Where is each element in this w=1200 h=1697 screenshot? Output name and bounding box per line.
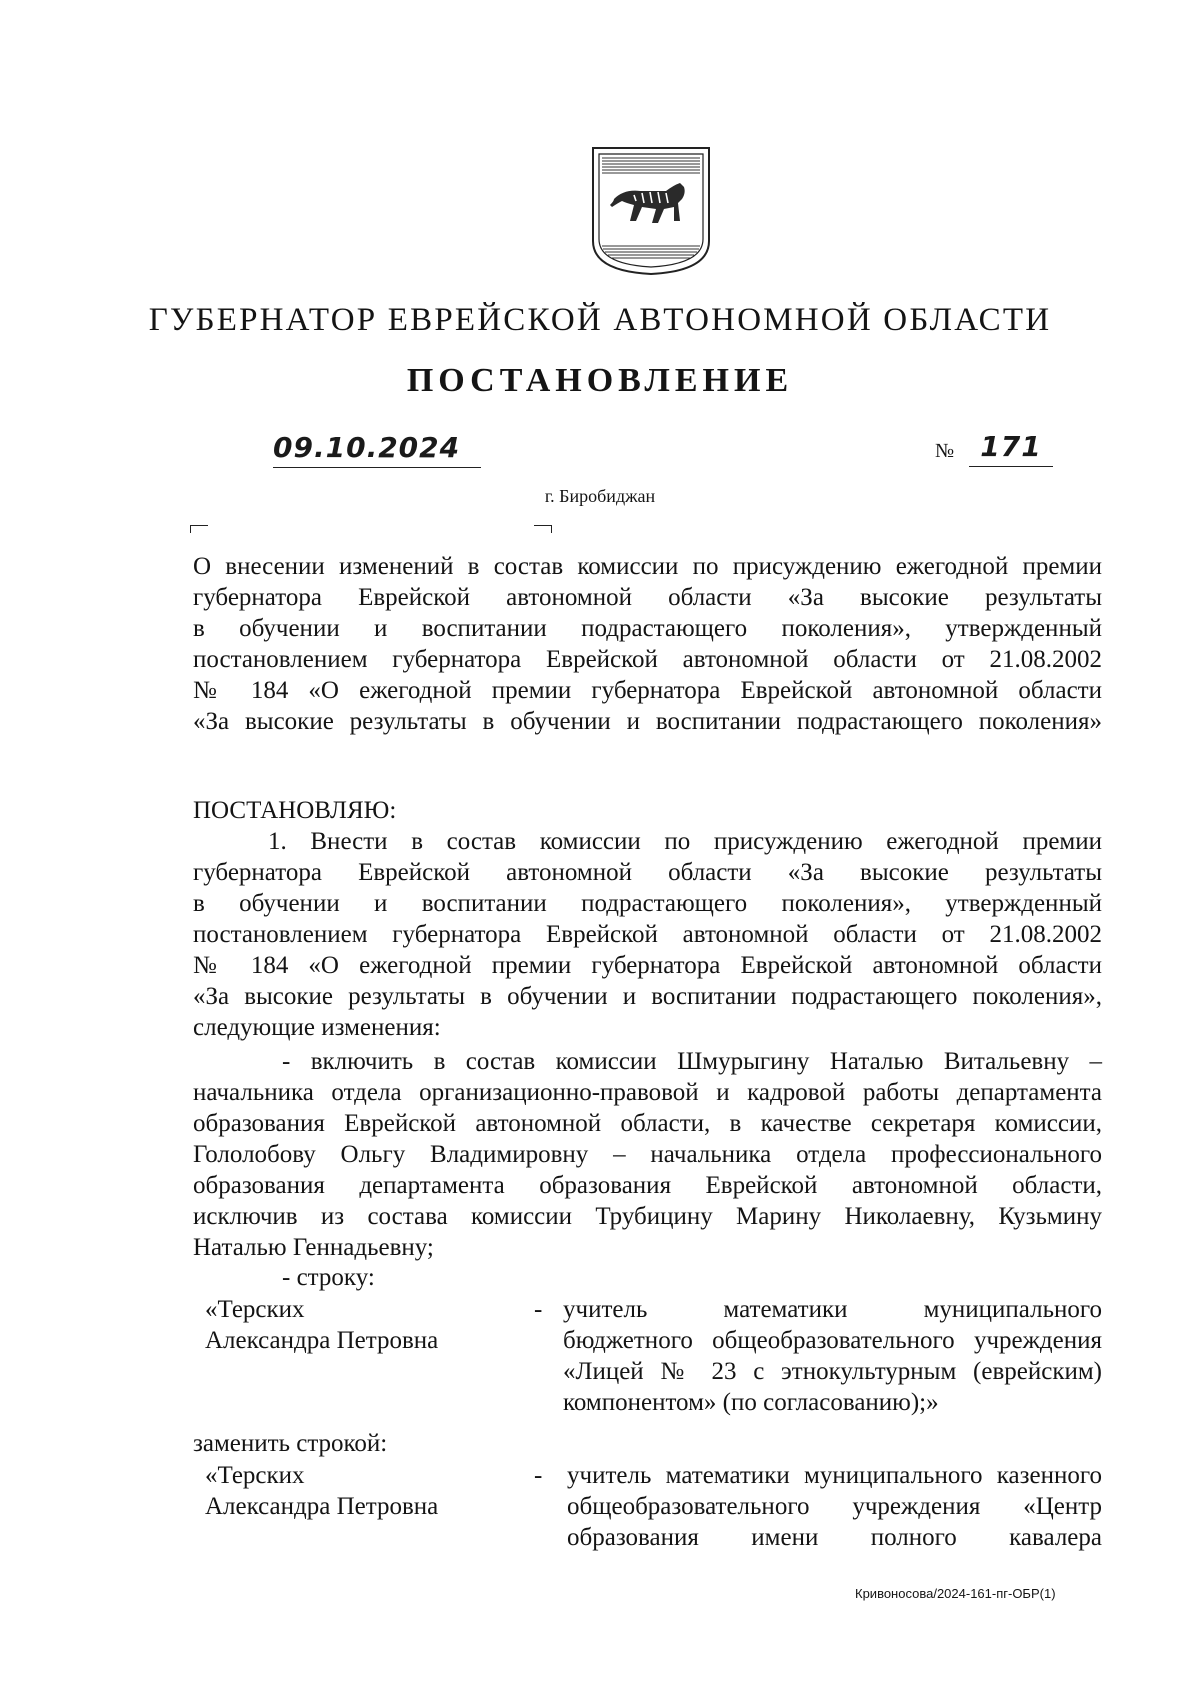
bullet-line: образования департамента образования Еврейской автономной области, bbox=[193, 1172, 1102, 1199]
title-line: «За высокие результаты в обучении и воспитании подрастающего поколения» bbox=[193, 708, 1102, 735]
bullet-line: образования Еврейской автономной области, в качестве секретаря комиссии, bbox=[193, 1110, 1102, 1137]
row-new-desc-line: общеобразовательного учреждения «Центр bbox=[567, 1493, 1102, 1520]
item-1-line: следующие изменения: bbox=[193, 1014, 441, 1041]
row-new-dash: - bbox=[534, 1462, 543, 1489]
title-line: № 184 «О ежегодной премии губернатора Еврейской автономной области bbox=[193, 677, 1102, 704]
item-1-line: в обучении и воспитании подрастающего поколения», утвержденный bbox=[193, 890, 1102, 917]
item-1-line: № 184 «О ежегодной премии губернатора Еврейской автономной области bbox=[193, 952, 1102, 979]
bullet-line: исключив из состава комиссии Трубицину Марину Николаевну, Кузьмину bbox=[193, 1203, 1102, 1230]
row-new-desc-line: образования имени полного кавалера bbox=[567, 1524, 1102, 1551]
document-type: ПОСТАНОВЛЕНИЕ bbox=[406, 362, 794, 399]
item-1-line: губернатора Еврейской автономной области «За высокие результаты bbox=[193, 859, 1102, 886]
bullet-line: начальника отдела организационно-правовой и кадровой работы департамента bbox=[193, 1079, 1102, 1106]
document-date: 09.10.2024 bbox=[273, 431, 461, 464]
title-bracket-left bbox=[190, 525, 208, 533]
row-old-desc-line: бюджетного общеобразовательного учреждения bbox=[563, 1327, 1102, 1354]
resolve-heading: ПОСТАНОВЛЯЮ: bbox=[193, 797, 397, 824]
replace-label: заменить строкой: bbox=[193, 1430, 388, 1457]
date-field bbox=[273, 428, 481, 468]
item-1-line: «За высокие результаты в обучении и воспитании подрастающего поколения», bbox=[193, 983, 1102, 1010]
number-label: № bbox=[935, 440, 955, 462]
row-new-name-line: «Терских bbox=[205, 1462, 305, 1489]
title-line: губернатора Еврейской автономной области «За высокие результаты bbox=[193, 584, 1102, 611]
row-old-dash: - bbox=[534, 1296, 543, 1323]
coat-of-arms-tiger-icon bbox=[590, 145, 712, 277]
footer-reference: Кривоносова/2024-161-пг-ОБР(1) bbox=[855, 1586, 1056, 1601]
row-old-name-line: «Терских bbox=[205, 1296, 305, 1323]
bullet-string-label: - строку: bbox=[282, 1264, 375, 1291]
authority-title: ГУБЕРНАТОР ЕВРЕЙСКОЙ АВТОНОМНОЙ ОБЛАСТИ bbox=[148, 302, 1052, 338]
row-old-name-line: Александра Петровна bbox=[205, 1327, 439, 1354]
bullet-line: Гололобову Ольгу Владимировну – начальника отдела профессионального bbox=[193, 1141, 1102, 1168]
title-line: в обучении и воспитании подрастающего поколения», утвержденный bbox=[193, 615, 1102, 642]
title-line: О внесении изменений в состав комиссии по присуждению ежегодной премии bbox=[193, 553, 1102, 580]
title-bracket-right bbox=[534, 525, 552, 533]
row-old-desc-line: «Лицей № 23 с этнокультурным (еврейским) bbox=[563, 1358, 1102, 1385]
number-field bbox=[935, 428, 1053, 467]
row-new-name-line: Александра Петровна bbox=[205, 1493, 439, 1520]
document-number: 171 bbox=[969, 427, 1053, 467]
row-old-desc-line: компонентом» (по согласованию);» bbox=[563, 1389, 939, 1416]
row-old-desc-line: учитель математики муниципального bbox=[563, 1296, 1102, 1323]
title-line: постановлением губернатора Еврейской автономной области от 21.08.2002 bbox=[193, 646, 1102, 673]
item-1-line: 1. Внести в состав комиссии по присуждению ежегодной премии bbox=[268, 828, 1102, 855]
row-new-desc-line: учитель математики муниципального казенного bbox=[567, 1462, 1102, 1489]
bullet-line: - включить в состав комиссии Шмурыгину Наталью Витальевну – bbox=[282, 1048, 1102, 1075]
item-1-line: постановлением губернатора Еврейской автономной области от 21.08.2002 bbox=[193, 921, 1102, 948]
city-line: г. Биробиджан bbox=[544, 486, 656, 506]
bullet-line: Наталью Геннадьевну; bbox=[193, 1234, 434, 1261]
